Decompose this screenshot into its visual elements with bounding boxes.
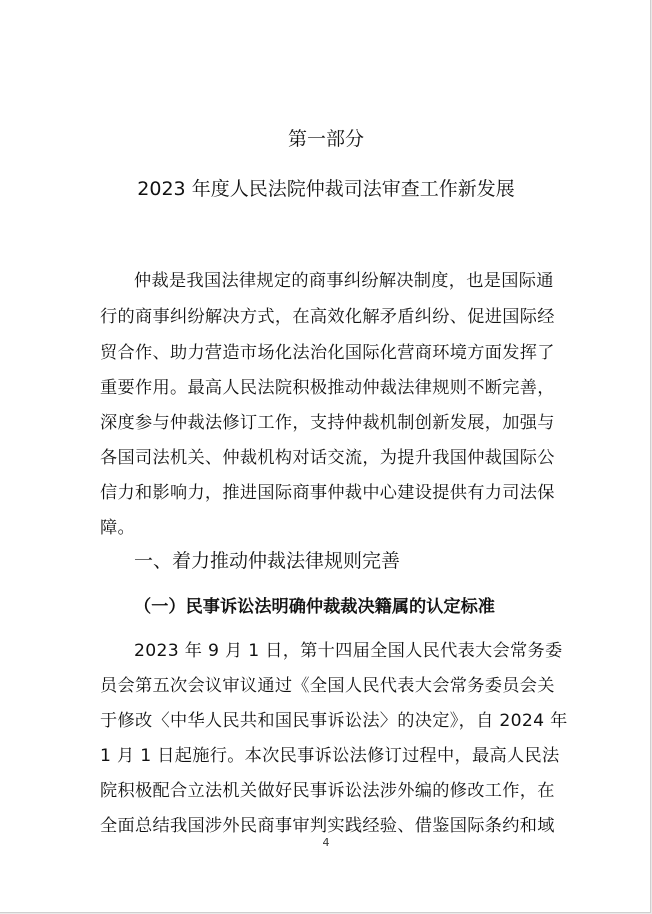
intro-paragraph-line: 仲裁是我国法律规定的商事纠纷解决制度，也是国际通 bbox=[134, 271, 554, 291]
intro-paragraph-line: 深度参与仲裁法修订工作，支持仲裁机制创新发展，加强与 bbox=[100, 413, 555, 433]
body-paragraph-line: 全面总结我国涉外民商事审判实践经验、借鉴国际条约和域 bbox=[100, 816, 555, 836]
body-paragraph-line: 员会第五次会议审议通过《全国人民代表大会常务委员会关 bbox=[100, 676, 555, 696]
body-paragraph-line: 1 月 1 日起施行。本次民事诉讼法修订过程中，最高人民法 bbox=[100, 746, 560, 766]
intro-paragraph-line: 重要作用。最高人民法院积极推动仲裁法律规则不断完善， bbox=[100, 378, 555, 398]
intro-paragraph-line: 障。 bbox=[100, 518, 135, 538]
section-heading: 一、着力推动仲裁法律规则完善 bbox=[134, 550, 401, 572]
page-number: 4 bbox=[322, 836, 330, 849]
intro-paragraph-line: 贸合作、助力营造市场化法治化国际化营商环境方面发挥了 bbox=[100, 343, 555, 363]
intro-paragraph-line: 信力和影响力，推进国际商事仲裁中心建设提供有力司法保 bbox=[100, 483, 555, 503]
body-paragraph-line: 院积极配合立法机关做好民事诉讼法涉外编的修改工作，在 bbox=[100, 781, 555, 801]
main-title: 2023 年度人民法院仲裁司法审查工作新发展 bbox=[137, 178, 515, 200]
subsection-heading: （一）民事诉讼法明确仲裁裁决籍属的认定标准 bbox=[134, 597, 495, 617]
body-paragraph-line: 于修改〈中华人民共和国民事诉讼法〉的决定》，自 2024 年 bbox=[100, 711, 568, 731]
intro-paragraph-line: 各国司法机关、仲裁机构对话交流，为提升我国仲裁国际公 bbox=[100, 448, 555, 468]
intro-paragraph-line: 行的商事纠纷解决方式，在高效化解矛盾纠纷、促进国际经 bbox=[100, 307, 555, 327]
body-paragraph-line: 2023 年 9 月 1 日，第十四届全国人民代表大会常务委 bbox=[134, 641, 563, 661]
part-title: 第一部分 bbox=[287, 128, 364, 150]
